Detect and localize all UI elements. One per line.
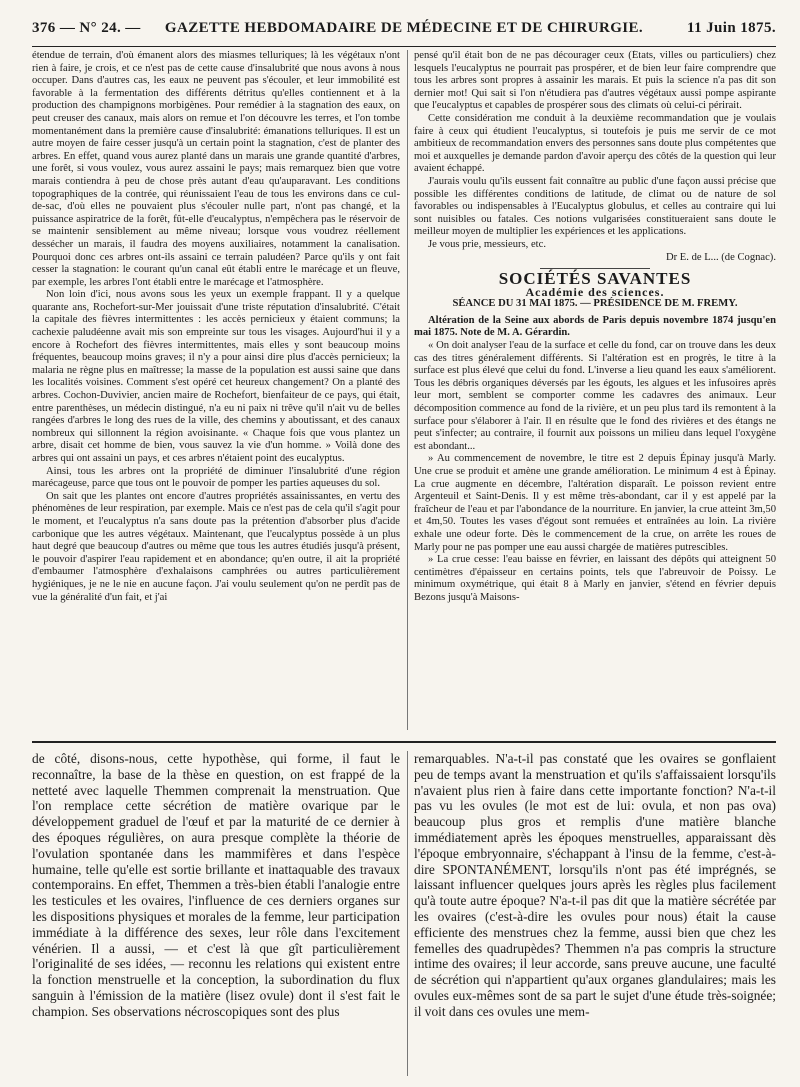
header-rule	[32, 46, 776, 47]
paragraph: pensé qu'il était bon de ne pas décourager ceux (États, villes ou particuliers) chez lesquels l'eucalyptus ne pourrait pas prospérer, et de bien leur faire comprendre que tous les arbres sont propres à assainir les marais. Et puis la science n'a pas dit son dernier mot! Qui sait si l'on n'étudiera pas d'autres végétaux aussi pompe aspirante que l'eucalyptus et capables de prospérer sous des climats où celui-ci périrait.	[414, 50, 776, 112]
page-header	[32, 20, 776, 46]
paragraph: de côté, disons-nous, cette hypothèse, qui forme, il faut le reconnaître, la base de la thèse en question, on est frappé de la netteté avec laquelle Themmen comprenait la menstruation. Que l'on remplace cette sécrétion de matière ovarique par le développement graduel de l'œuf et par la maturité de ce dernier à des époques régulières, on aura presque complète la théorie de l'ovulation spontanée dans les mammifères et dans l'espèce humaine, telle qu'elle est sortie brillante et inattaquable des travaux contemporains. En effet, Themmen a très-bien établi l'analogie entre les testicules et les ovaires, l'influence de ces derniers organes sur les dispositions physiques et morales de la femme, leur participation immédiate à la différence des sexes, leur rôle dans l'excitement vénérien. Il a aussi, — et c'est là que gît particulièrement l'originalité de ses idées, — reconnu les relations qui existent entre la fonction menstruelle et la conception, la subordination du flux sanguin à l'émission de la matière (lisez ovule) dont il s'est fait le champion. Ses observations nécroscopiques sont des plus	[32, 751, 400, 1019]
section-title: SOCIÉTÉS SAVANTES	[498, 269, 692, 289]
paragraph: « On doit analyser l'eau de la surface et celle du fond, car on trouve dans les deux cas des titres généralement différents. Si l'altération est en progrès, le titre à la surface est plus élevé que celui du fond. L'inverse a lieu quand les eaux s'améliorent. Tous les débris organiques déversés par les égouts, les algues et les infusoires après leur mort, semblent se comporter comme les cadavres des animaux. Leur décomposition commence au fond de la rivière, et un peu plus tard ils remontent à la surface pour s'élaborer à l'air. Il en résulte que le fond des rivières et des étangs ne peut s'infecter; au contraire, il fournit aux poissons un milieu dans lequel l'oxygène est abondant...	[414, 340, 776, 452]
paragraph: J'aurais voulu qu'ils eussent fait connaître au public d'une façon aussi précise que possible les différentes conditions de latitude, de climat ou de nature de sol favorables ou indispensables à l'Eucalyptus globulus, et celles au contraire qui lui sont nuisibles ou fatales. Ces notions vulgarisées constitueraient sans doute le meilleur moyen de multiplier les expériences et les applications.	[414, 175, 776, 238]
paragraph: » Au commencement de novembre, le titre est 2 depuis Épinay jusqu'à Marly. Une crue se produit et amène une grande amélioration. Le minimum 4 est à Épinay. La crue augmente en décembre, l'altération disparaît. Le poisson revient entre Argenteuil et Saint-Denis. Il y est même très-abondant, car il y est appelé par la fraîcheur de l'eau et par l'abondance de la nourriture. En janvier, la crue atteint 3m,50 et 4m,50. Toutes les vases d'égout sont remuées et entraînées au loin. La rivière exhale une odeur forte. Dès le commencement de la crue, on arrête les roues de Marly pour ne pas pomper une eau aussi chargée de matières putrescibles.	[414, 453, 776, 553]
paragraph: Ainsi, tous les arbres ont la propriété de diminuer l'insalubrité d'une région marécageuse, parce que tous ont le pouvoir de pomper les parties aqueuses du sol.	[32, 465, 400, 490]
column-divider	[407, 751, 408, 1076]
academy-heading: Académie des sciences.	[525, 284, 665, 299]
paragraph: Je vous prie, messieurs, etc.	[428, 238, 546, 250]
issue-date: 11 Juin 1875.	[687, 20, 776, 36]
paragraph: » La crue cesse: l'eau baisse en février, en laissant des dépôts qui atteignent 50 centimètres d'épaisseur en certains points, tels que l'abreuvoir de Poissy. Le minimum oxymétrique, qui était 8 à Marly en janvier, s'étend en février depuis Bezons jusqu'à Maisons-	[414, 554, 776, 603]
session-heading: SÉANCE DU 31 MAI 1875. — PRÉSIDENCE DE M. FREMY.	[452, 298, 738, 310]
paragraph: étendue de terrain, d'où émanent alors des miasmes telluriques; là les végétaux n'ont rien à faire, je crois, et ce n'est pas de cette cause d'insalubrité que nous avons à nous occuper. Dans d'autres cas, les eaux ne peuvent pas s'écouler, et leur immobilité est favorable à la fermentation des différents détritus qu'elles contiennent et à la production des champignons morbigènes. Pour remédier à la stagnation des eaux, on peut creuser des canaux, mais alors on remue et l'on découvre les terres, et l'on tombe momentanément dans la première cause d'insalubrité: émanations telluriques. Il est un autre moyen de faire cesser jusqu'à un certain point la stagnation, c'est de planter des arbres. En effet, quand vous aurez planté dans un marais une grande quantité d'arbres, une forêt, si vous voulez, vous aurez assaini le pays; mais remarquez bien que votre marais contiendra à peu de chose près autant d'eau qu'auparavant. Les conditions topographiques de la contrée, qui réunissaient l'eau de tous les environs dans ce cul-de-sac, d'où elles ne pouvaient plus s'écouler nulle part, n'ont pas changé, et la puissance aspiratrice de la forêt, fût-elle d'eucalyptus, n'empêchera pas le réservoir de se maintenir sensiblement au même niveau; lorsque vous voudrez réellement dessécher un marais, il faudra des moyens auxiliaires, notamment la canalisation. Pourquoi donc ces arbres ont-ils assaini ce terrain paludéen? Parce qu'ils y ont fait cesser la stagnation: le courant qu'un canal eût établi entre le marécage et un fleuve, par exemple, les arbres l'ont établi entre le marécage et l'atmosphère.	[32, 50, 400, 288]
section-separator	[32, 741, 776, 743]
issue-number: — N° 24. —	[59, 20, 141, 36]
paragraph: Cette considération me conduit à la deuxième recommandation que je voulais faire à ceux qui étudient l'eucalyptus, si toutefois je puis me servir de ce mot ambitieux de recommandation envers des personnes sans doute plus compétentes que moi et auxquelles je demande pardon d'avoir aperçu des côtés de la question qui leur avaient échappé.	[414, 112, 776, 175]
bottom-left-column	[32, 751, 400, 1076]
paragraph: On sait que les plantes ont encore d'autres propriétés assainissantes, en vertu des phénomènes de leur respiration, par exemple. Mais ce n'est pas de cela qu'il s'agit pour le moment, et l'eucalyptus n'a sans doute pas la prétention d'absorber plus d'acide carbonique que les autres végétaux. Maintenant, que l'eucalyptus possède à un plus haut degré que beaucoup d'autres ou même que tous les autres étudiés jusqu'à présent, le pouvoir d'aspirer l'eau rapidement et en abondance; qu'en outre, il ait la propriété d'embaumer l'atmosphère d'exhalaisons camphrées ou autres particulièrement hygiéniques, je ne le nie en aucune façon. J'ai voulu seulement qu'on ne perdît pas de vue la généralité d'un fait, et j'ai	[32, 490, 400, 603]
top-right-column	[414, 50, 776, 730]
article-title: Altération de la Seine aux abords de Paris depuis novembre 1874 jusqu'en mai 1875. Note de M. A. Gérardin.	[414, 314, 776, 339]
signature: Dr E. de L... (de Cognac).	[665, 251, 776, 263]
page-number: 376	[32, 20, 56, 36]
newspaper-page	[22, 6, 784, 1081]
top-left-column	[32, 50, 400, 730]
page-number-and-issue	[32, 20, 141, 37]
column-divider	[407, 50, 408, 730]
paragraph: Non loin d'ici, nous avons sous les yeux un exemple frappant. Il y a quelque quarante ans, Rochefort-sur-Mer jouissait d'une triste réputation d'insalubrité. C'était la capitale des fièvres intermittentes : les accès pernicieux y étaient communs; la cachexie paludéenne avait mis son empreinte sur tous les visages. Aujourd'hui il y a encore à Rochefort des fièvres intermittentes, mais elles y sont beaucoup moins fréquentes, beaucoup moins graves; il n'y a pour ainsi dire plus d'accès pernicieux; la malaria ne règne plus en maîtresse; la masse de la population est aussi saine que dans les localités voisines. Comment s'est opéré cet heureux changement? On a planté des arbres. Cochon-Duvivier, ancien maire de Rochefort, bienfaiteur de ce pays, qui était, entre parenthèses, un médecin distingué, n'a eu ni paix ni trêve qu'il n'ait vu de belles rangées d'arbres le long des rues de la ville, des chemins y aboutissant, et des canaux nombreux qui sillonnent la région avoisinante. « Chaque fois que vous plantez un arbre, disait cet homme de bien, vous sauvez la vie d'un homme. » Voilà done des arbres qui ont assaini un pays, et ces arbres n'étaient point des eucalyptus.	[32, 289, 400, 464]
paragraph: remarquables. N'a-t-il pas constaté que les ovaires se gonflaient peu de temps avant la menstruation et qu'ils s'affaissaient lorsqu'ils n'avaient plus rien à faire dans cette importante fonction? N'a-t-il pas vu les ovules (le mot est de lui: ovula, et non pas ova) beaucoup plus gros et remplis d'une matière blanche immédiatement après les époques menstruelles, apparaissant dès l'époque embryonnaire, s'échappant à l'insu de la femme, c'est-à-dire SPONTANÉMENT, lorsqu'ils n'ont pas été imprégnés, se laissant influencer quelques jours après les règles plus facilement qu'à toute autre époque? N'a-t-il pas dit que la matière sécrétée par les ovaires (c'est-à-dire les ovules pour nous) était la cause efficiente des menstrues chez la femme, aussi bien que chez les femelles des quadrupèdes? Themmen n'a pas compris la structure intime des ovaires; il leur accorde, sans preuve aucune, une faculté de sécrétion qui n'appartient qu'aux organes glandulaires; mais les ovules eux-mêmes sont de sa part le sujet d'une étude très-soignée; il voit dans ces ovules une mem-	[414, 751, 776, 1019]
journal-title: GAZETTE HEBDOMADAIRE DE MÉDECINE ET DE CHIRURGIE.	[164, 20, 644, 36]
bottom-right-column	[414, 751, 776, 1076]
